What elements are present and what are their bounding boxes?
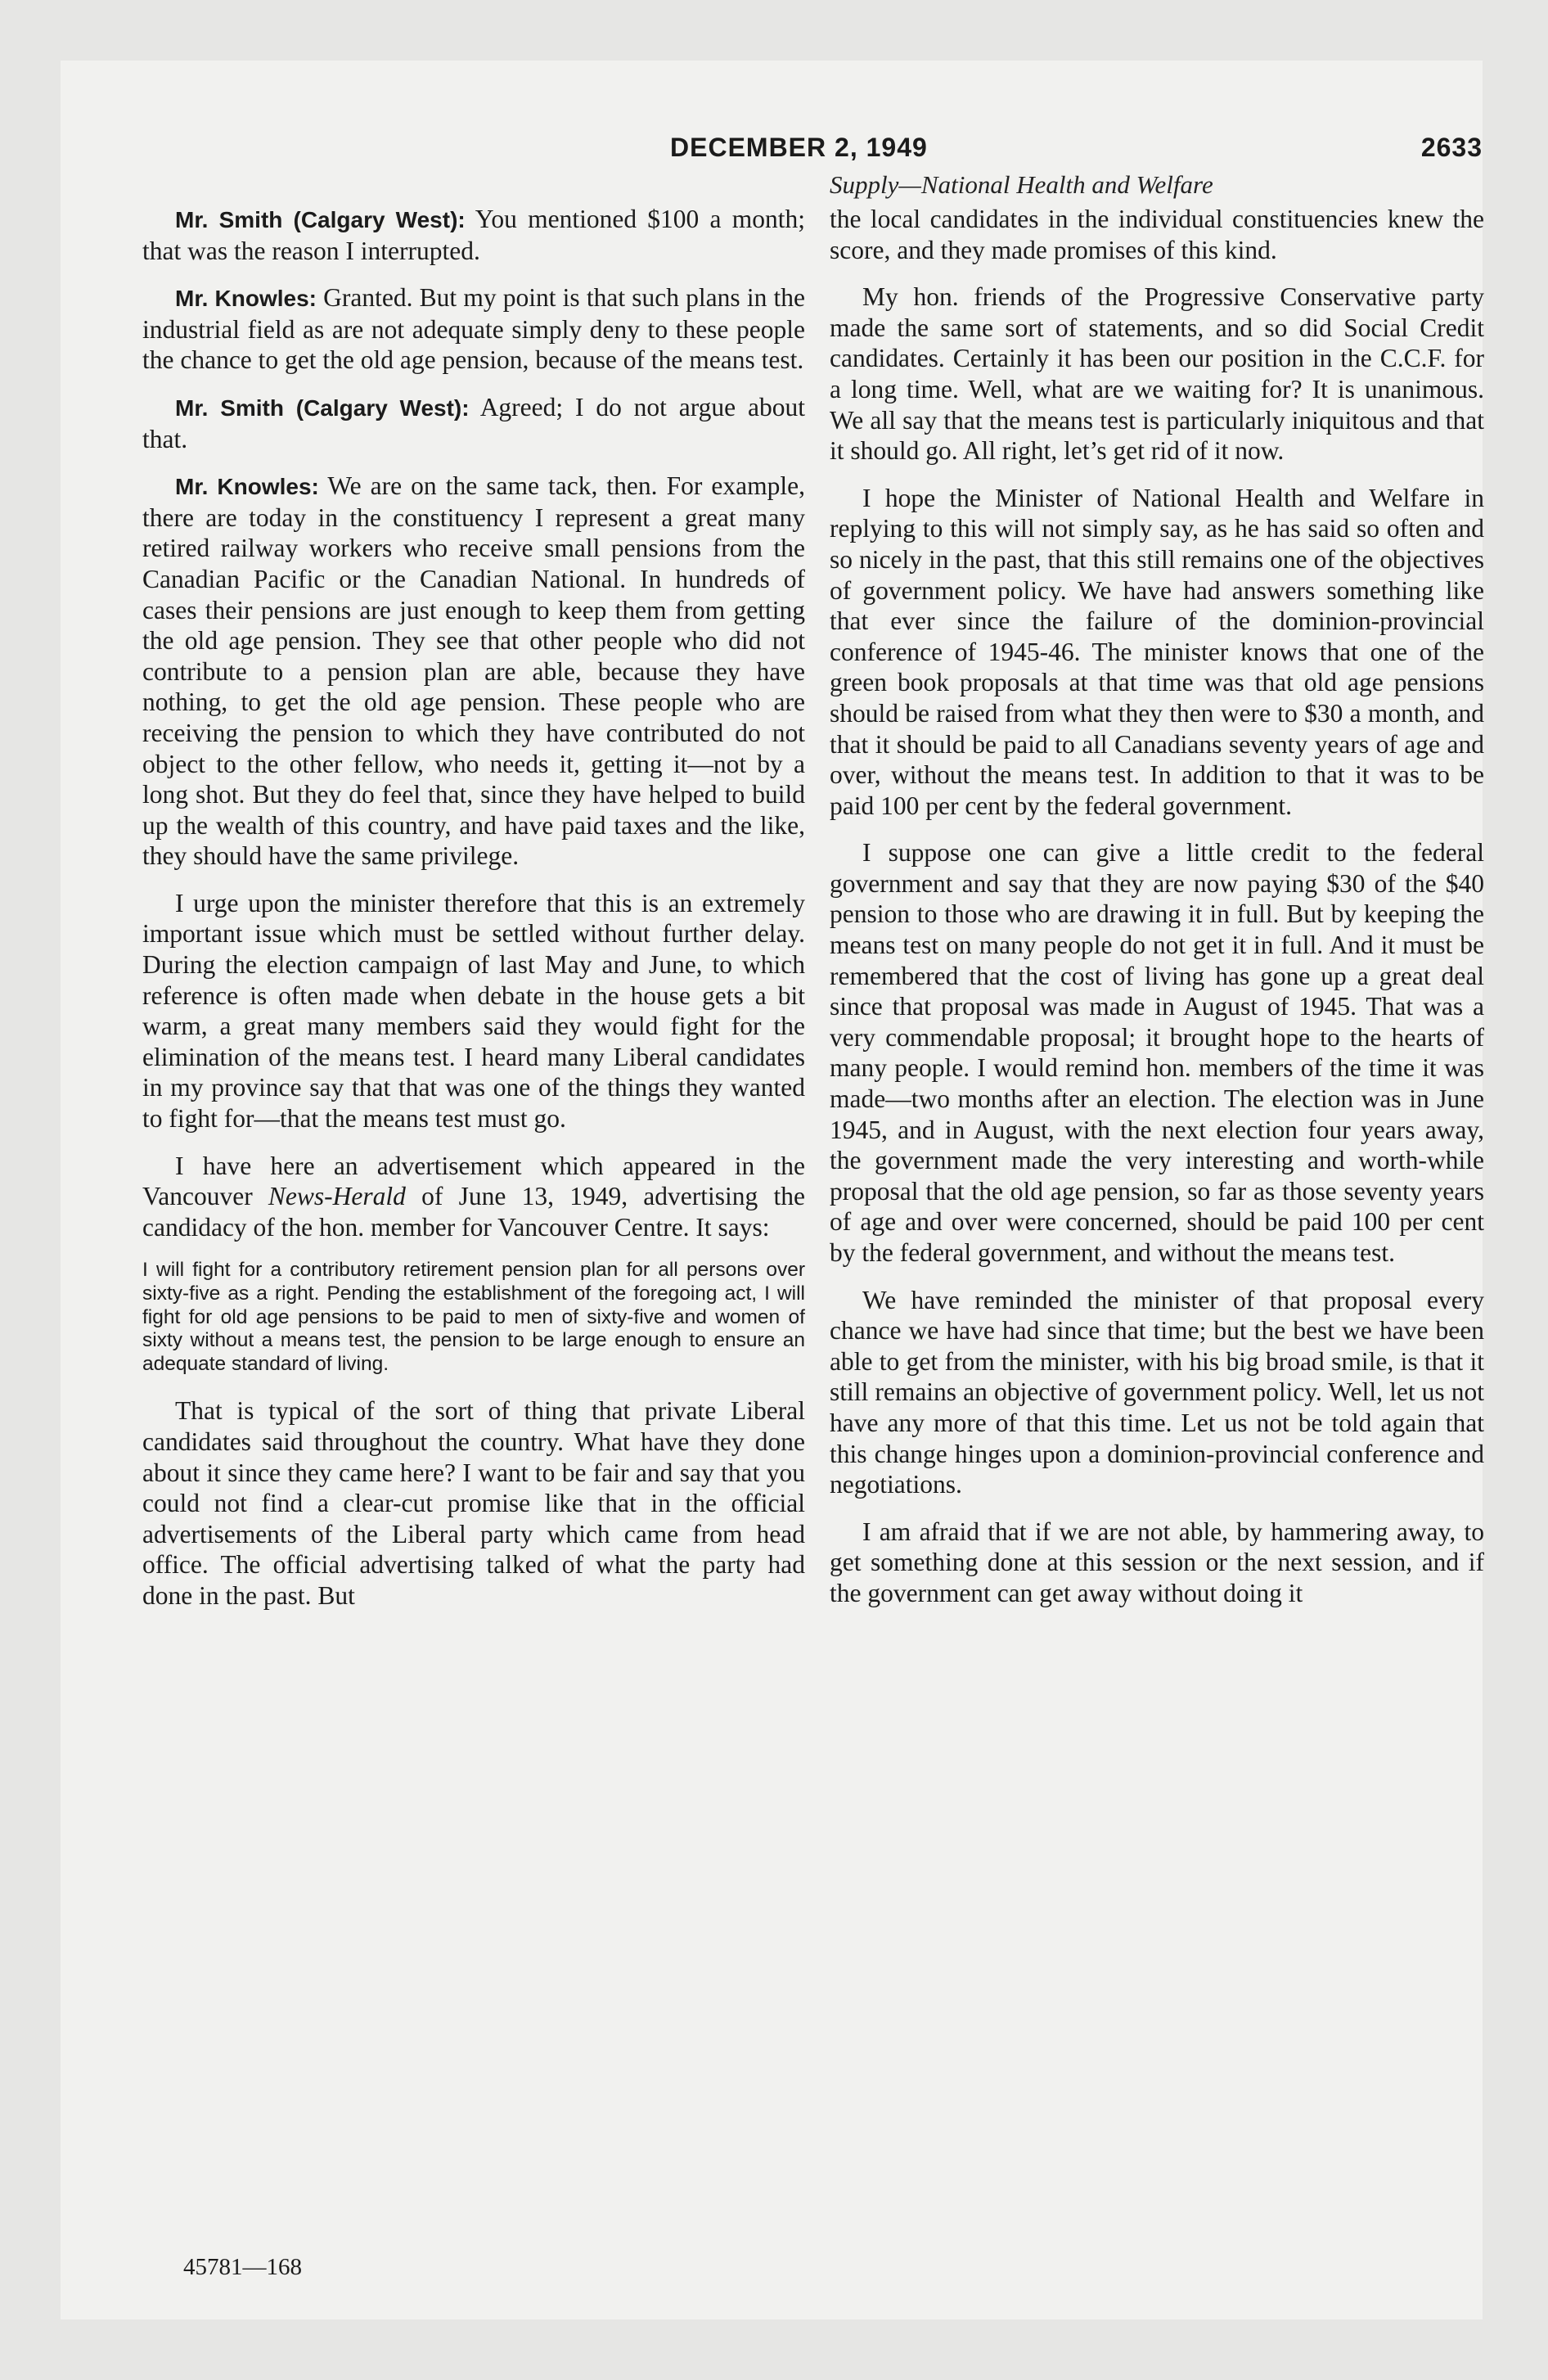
paragraph-text: I have here an advertisement which appeared in the Vancouver — [142, 1151, 805, 1211]
paragraph-text: You mentioned $100 a month; that was the reason I interrupted. — [142, 205, 805, 265]
speaker-name: Mr. Smith (Calgary West): — [175, 394, 470, 421]
newspaper-name: News-Herald — [268, 1182, 406, 1211]
paragraph-text: Granted. But my point is that such plans in the industrial field as are not adequate simply deny to these people the chance to get the old age pension, because of the means test. — [142, 283, 805, 375]
hansard-page — [61, 61, 1483, 2319]
speaker-name: Mr. Knowles: — [175, 474, 319, 500]
header-date: DECEMBER 2, 1949 — [670, 133, 928, 162]
speaker-name: Mr. Knowles: — [175, 286, 317, 312]
paragraph-text: Agreed; I do not argue about that. — [142, 392, 805, 453]
left-column — [142, 204, 805, 1628]
paragraph-text: We are on the same tack, then. For example, there are today in the constituency I represent a great many retired railway workers who receive small pensions from the Canadian Pacific or the Canadian National. In hundreds of cases their pensions are just enough to keep them from getting the old age pension. They see that other people who did not contribute to a pension plan are able, because they have nothing, to get the old age pension. These people who are receiving the pension to which they have contributed do not object to the other fellow, who needs it, getting it—not by a long shot. But they do feel that, since they have helped to build up the wealth of this country, and have paid taxes and the like, they should have the same privilege. — [142, 471, 805, 871]
right-column — [830, 204, 1484, 1625]
speaker-name: Mr. Smith (Calgary West): — [175, 207, 466, 232]
page-header — [605, 133, 1483, 170]
paragraph: I urge upon the minister therefore that this is an extremely important issue which must be settled without further delay. During the election campaign of last May and June, to which reference is often made when debate in the house gets a bit warm, a great many members said they would fight for the elimination of the means test. I heard many Liberal candidates in my province say that that was one of the things they wanted to fight for—that the means test must go. — [142, 888, 805, 1134]
paragraph — [142, 1151, 805, 1243]
paragraph: That is typical of the sort of thing that private Liberal candidates said throughout the country. What have they done about it since they came here? I want to be fair and say that you could not find a clear-cut promise like that in the official advertisements of the Liberal party which came from head office. The official advertising talked of what the party had done in the past. But — [142, 1396, 805, 1610]
paragraph: I suppose one can give a little credit to the federal government and say that they are now paying $30 of the $40 pension to those who are drawing it in full. But by keeping the means test on many people do not get it in full. And it must be remembered that the cost of living has gone up a great deal since that proposal was made in August of 1945. That was a very commendable proposal; it brought hope to the hearts of many people. I would remind hon. members of the time it was made—two months after an election. The election was in June 1945, and in August, with the next election four years away, the government made the very interesting and worth-while proposal that the old age pension, so far as those seventy years of age and over were concerned, should be paid 100 per cent by the federal government, and without the means test. — [830, 838, 1484, 1267]
paragraph — [142, 282, 805, 376]
paragraph — [142, 392, 805, 454]
paragraph: I hope the Minister of National Health and Welfare in replying to this will not simply say, as he has said so often and so nicely in the past, that this still remains one of the objectives of government policy. We have had answers something like that ever since the failure of the dominion-provincial conference of 1945-46. The minister knows that one of the green book proposals at that time was that old age pensions should be raised from what they then were to $30 a month, and that it should be paid to all Canadians seventy years of age and over, without the means test. In addition to that it was to be paid 100 per cent by the federal government. — [830, 483, 1484, 820]
paragraph — [142, 204, 805, 266]
section-title: Supply—National Health and Welfare — [830, 170, 1213, 199]
paragraph-text: of June 13, 1949, advertising the candidacy of the hon. member for Vancouver Centre. It says: — [142, 1182, 805, 1242]
page-number: 2633 — [1420, 133, 1483, 162]
paragraph: We have reminded the minister of that proposal every chance we have had since that time; but the best we have been able to get from the minister, with his big broad smile, is that it still remains an objective of government policy. Well, let us not have any more of that this time. Let us not be told again that this change hinges upon a dominion-provincial conference and negotiations. — [830, 1285, 1484, 1499]
footer-code: 45781—168 — [183, 2254, 302, 2280]
paragraph: the local candidates in the individual constituencies knew the score, and they made promises of this kind. — [830, 205, 1484, 264]
paragraph — [142, 471, 805, 872]
paragraph: My hon. friends of the Progressive Conservative party made the same sort of statements, and so did Social Credit candidates. Certainly it has been our position in the C.C.F. for a long time. Well, what are we waiting for? It is unanimous. We all say that the means test is particularly iniquitous and that it should go. All right, let’s get rid of it now. — [830, 282, 1484, 466]
paragraph: I am afraid that if we are not able, by hammering away, to get something done at this session or the next session, and if the government can get away without doing it — [830, 1517, 1484, 1607]
quoted-advertisement: I will fight for a contributory retirement pension plan for all persons over sixty-five as a right. Pending the establishment of the foregoing act, I will fight for old age pensions to be paid to men of sixty-five and women of sixty without a means test, the pension to be large enough to ensure an adequate standard of living. — [142, 1259, 805, 1375]
